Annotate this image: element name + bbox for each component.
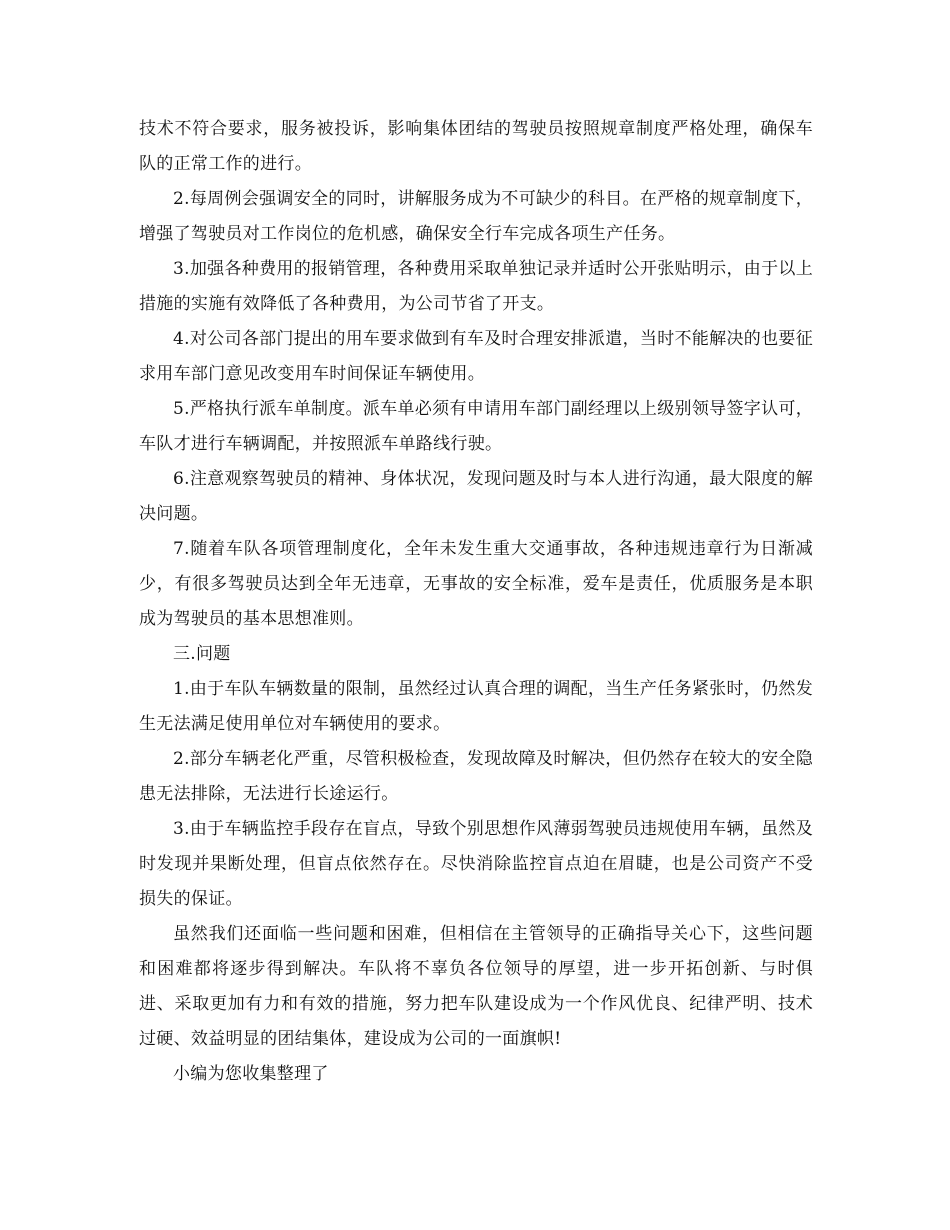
section-heading-problems: 三.问题 — [173, 644, 231, 664]
editor-note: 小编为您收集整理了 — [173, 1064, 329, 1084]
paragraph-item-5: 5.严格执行派车单制度。派车单必须有申请用车部门副经理以上级别领导签字认可，车队才进行车辆调配，并按照派车单路线行驶。 — [139, 399, 813, 454]
paragraph-item-2: 2.每周例会强调安全的同时，讲解服务成为不可缺少的科目。在严格的规章制度下，增强了驾驶员对工作岗位的危机感，确保安全行车完成各项生产任务。 — [139, 189, 813, 244]
paragraph-continuation: 技术不符合要求，服务被投诉，影响集体团结的驾驶员按照规章制度严格处理，确保车队的正常工作的进行。 — [139, 119, 813, 174]
paragraph-item-3: 3.加强各种费用的报销管理，各种费用采取单独记录并适时公开张贴明示，由于以上措施的实施有效降低了各种费用，为公司节省了开支。 — [139, 259, 813, 314]
paragraph-item-4: 4.对公司各部门提出的用车要求做到有车及时合理安排派遣，当时不能解决的也要征求用车部门意见改变用车时间保证车辆使用。 — [139, 329, 813, 384]
problem-item-2: 2.部分车辆老化严重，尽管积极检查，发现故障及时解决，但仍然存在较大的安全隐患无法排除，无法进行长途运行。 — [139, 749, 813, 804]
closing-paragraph: 虽然我们还面临一些问题和困难，但相信在主管领导的正确指导关心下，这些问题和困难都将逐步得到解决。车队将不辜负各位领导的厚望，进一步开拓创新、与时俱进、采取更加有力和有效的措施，努力把车队建设成为一个作风优良、纪律严明、技术过硬、效益明显的团结集体，建设成为公司的一面旗帜! — [139, 924, 813, 1049]
document-body — [139, 112, 813, 1092]
problem-item-3: 3.由于车辆监控手段存在盲点，导致个别思想作风薄弱驾驶员违规使用车辆，虽然及时发现并果断处理，但盲点依然存在。尽快消除监控盲点迫在眉睫，也是公司资产不受损失的保证。 — [139, 819, 813, 909]
problem-item-1: 1.由于车队车辆数量的限制，虽然经过认真合理的调配，当生产任务紧张时，仍然发生无法满足使用单位对车辆使用的要求。 — [139, 679, 813, 734]
paragraph-item-6: 6.注意观察驾驶员的精神、身体状况，发现问题及时与本人进行沟通，最大限度的解决问题。 — [139, 469, 813, 524]
paragraph-item-7: 7.随着车队各项管理制度化，全年未发生重大交通事故，各种违规违章行为日渐减少，有很多驾驶员达到全年无违章，无事故的安全标准，爱车是责任，优质服务是本职成为驾驶员的基本思想准则。 — [139, 539, 813, 629]
